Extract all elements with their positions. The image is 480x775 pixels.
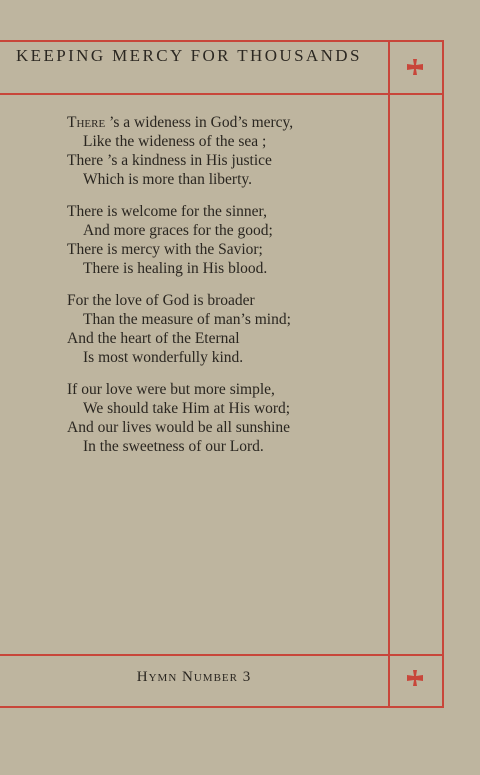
poem-line: Than the measure of man’s mind;: [83, 311, 291, 328]
poem-line: Like the wideness of the sea ;: [83, 133, 267, 150]
poem-line: And the heart of the Eternal: [67, 330, 240, 347]
poem-line: [67, 113, 377, 132]
drop-word: There: [67, 114, 106, 131]
poem-line: If our love were but more simple,: [67, 381, 275, 398]
maltese-cross-icon: [405, 668, 425, 688]
maltese-cross-icon: [405, 57, 425, 77]
outer-vertical-rule: [442, 40, 444, 708]
page-title: KEEPING MERCY FOR THOUSANDS: [16, 46, 362, 65]
stanza: [67, 113, 377, 189]
header-bottom-rule: [0, 93, 444, 95]
poem-line: And more graces for the good;: [83, 222, 273, 239]
bottom-rule: [0, 706, 444, 708]
poem-line: We should take Him at His word;: [83, 400, 291, 417]
poem-line: There is mercy with the Savior;: [67, 241, 263, 258]
footer-top-rule: [0, 654, 444, 656]
stanza: [67, 380, 377, 456]
poem-line: And our lives would be all sunshine: [67, 419, 291, 436]
hymn-text: [67, 113, 377, 469]
line-text: ’s a wideness in God’s mercy,: [105, 114, 294, 131]
poem-line: There is welcome for the sinner,: [67, 203, 267, 220]
poem-line: Is most wonderfully kind.: [83, 349, 244, 366]
poem-line: For the love of God is broader: [67, 292, 255, 309]
hymn-number-label: Hymn Number 3: [136, 669, 252, 685]
stanza: [67, 202, 377, 278]
inner-vertical-rule: [388, 40, 390, 708]
poem-line: Which is more than liberty.: [83, 171, 253, 188]
poem-line: There ’s a kindness in His justice: [67, 152, 272, 169]
poem-line: In the sweetness of our Lord.: [83, 438, 264, 455]
poem-line: There is healing in His blood.: [83, 260, 268, 277]
top-rule: [0, 40, 444, 42]
stanza: [67, 291, 377, 367]
